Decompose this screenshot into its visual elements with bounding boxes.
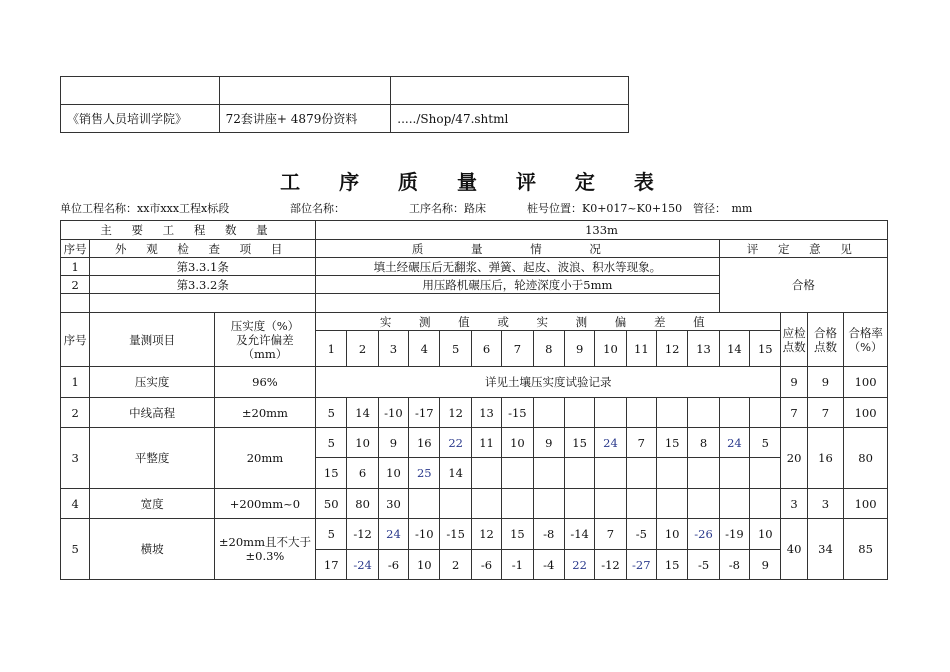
measured-value — [688, 489, 719, 519]
measured-value: 5 — [316, 519, 347, 550]
seq-header: 序号 — [61, 240, 90, 258]
row-check: 9 — [781, 367, 807, 398]
empty-cell — [316, 294, 720, 313]
row-seq: 4 — [61, 489, 90, 519]
column-number: 3 — [378, 331, 408, 367]
column-number: 8 — [533, 331, 564, 367]
column-number: 1 — [316, 331, 347, 367]
quantity-label: 主 要 工 程 数 量 — [61, 221, 316, 240]
measure-item-header: 量测项目 — [90, 313, 214, 367]
measured-value: -12 — [595, 550, 626, 580]
header-line: 点数 — [782, 339, 806, 354]
check-points-header — [781, 313, 807, 367]
station: 桩号位置：K0+017~K0+150 — [527, 202, 683, 215]
tolerance-header-line: 压实度（%） — [230, 318, 300, 333]
measured-value: 14 — [440, 458, 471, 489]
measured-value: 10 — [347, 428, 378, 458]
part-name: 部位名称： — [290, 202, 345, 215]
measured-value — [502, 458, 533, 489]
measured-value: 15 — [657, 428, 688, 458]
pass-points-header — [807, 313, 843, 367]
inspection-desc: 用压路机碾压后，轮迹深度小于5mm — [316, 276, 720, 294]
seq-header: 序号 — [61, 313, 90, 367]
quality-table — [60, 220, 888, 580]
eval-result: 合格 — [719, 258, 887, 313]
row-rate: 100 — [844, 367, 888, 398]
measured-value: 7 — [626, 428, 656, 458]
measured-value: 6 — [347, 458, 378, 489]
tolerance-header — [214, 313, 315, 367]
measured-value: -8 — [719, 550, 749, 580]
row-check: 20 — [781, 428, 807, 489]
header-line: 合格 — [813, 325, 837, 340]
empty-cell — [61, 294, 90, 313]
measured-value: 80 — [347, 489, 378, 519]
column-number: 15 — [750, 331, 781, 367]
measured-value: -27 — [626, 550, 656, 580]
measured-value — [409, 489, 440, 519]
header-line: （%） — [848, 339, 883, 354]
row-seq: 5 — [61, 519, 90, 580]
measured-value: -26 — [688, 519, 719, 550]
column-number: 6 — [471, 331, 501, 367]
measured-value: -24 — [347, 550, 378, 580]
row-pass: 7 — [807, 398, 843, 428]
row-check: 7 — [781, 398, 807, 428]
measured-value — [471, 458, 501, 489]
measured-value: 30 — [378, 489, 408, 519]
header-cell — [391, 77, 629, 105]
measured-value — [564, 398, 594, 428]
pass-rate-header — [844, 313, 888, 367]
measured-value: 5 — [750, 428, 781, 458]
measured-value — [564, 489, 594, 519]
measured-value: 9 — [378, 428, 408, 458]
measured-value: 22 — [440, 428, 471, 458]
page-title: 工 序 质 量 评 定 表 — [280, 170, 670, 194]
measured-value: -17 — [409, 398, 440, 428]
tolerance-line: ±20mm且不大于 — [218, 535, 311, 549]
measured-value: 15 — [502, 519, 533, 550]
measured-value — [688, 458, 719, 489]
measured-value: -5 — [688, 550, 719, 580]
measured-value: -8 — [533, 519, 564, 550]
measured-value: 5 — [316, 398, 347, 428]
measured-value: -6 — [471, 550, 501, 580]
row-pass: 16 — [807, 428, 843, 489]
table-row — [61, 489, 888, 519]
tolerance-header-line: （mm） — [242, 346, 288, 361]
inspection-seq: 2 — [61, 276, 90, 294]
row-rate: 100 — [844, 489, 888, 519]
measured-value: -6 — [378, 550, 408, 580]
row-tolerance: 96% — [214, 367, 315, 398]
row-pass: 9 — [807, 367, 843, 398]
column-number: 13 — [688, 331, 719, 367]
table-row — [61, 398, 888, 428]
measured-value: 7 — [595, 519, 626, 550]
unit-name: 单位工程名称：xx市xxx工程x标段 — [60, 202, 230, 215]
measured-value — [595, 489, 626, 519]
row-item: 宽度 — [90, 489, 214, 519]
measured-value: 9 — [533, 428, 564, 458]
measured-value: 12 — [440, 398, 471, 428]
header-cell — [219, 77, 391, 105]
column-number: 14 — [719, 331, 749, 367]
measured-value — [750, 489, 781, 519]
measured-value: 25 — [409, 458, 440, 489]
measured-value — [533, 398, 564, 428]
row-seq: 3 — [61, 428, 90, 489]
measured-value: -5 — [626, 519, 656, 550]
row-tolerance: ±20mm — [214, 398, 315, 428]
measured-value — [719, 489, 749, 519]
measured-value: 24 — [595, 428, 626, 458]
table-row — [61, 519, 888, 550]
measured-value: 5 — [316, 428, 347, 458]
measured-value: 17 — [316, 550, 347, 580]
measured-value — [595, 398, 626, 428]
empty-cell — [90, 294, 316, 313]
row-pass: 34 — [807, 519, 843, 580]
measured-value: 10 — [750, 519, 781, 550]
measured-value — [719, 398, 749, 428]
column-number: 7 — [502, 331, 533, 367]
measured-value: 12 — [471, 519, 501, 550]
tolerance-header-line: 及允许偏差 — [236, 332, 294, 347]
column-number: 10 — [595, 331, 626, 367]
quantity-value: 133m — [316, 221, 888, 240]
measured-value — [657, 489, 688, 519]
column-number: 5 — [440, 331, 471, 367]
measured-value: 16 — [409, 428, 440, 458]
header-cell — [61, 77, 220, 105]
header-table — [60, 76, 629, 133]
measured-value — [657, 458, 688, 489]
row-check: 40 — [781, 519, 807, 580]
row-note: 详见土壤压实度试验记录 — [316, 367, 781, 398]
eval-header: 评 定 意 见 — [719, 240, 887, 258]
row-pass: 3 — [807, 489, 843, 519]
pipe-diameter: 管径： mm — [693, 202, 753, 215]
measured-value: 9 — [750, 550, 781, 580]
measured-value: -1 — [502, 550, 533, 580]
measured-value: 8 — [688, 428, 719, 458]
measured-value — [440, 489, 471, 519]
measured-value — [626, 398, 656, 428]
measured-value: 10 — [378, 458, 408, 489]
row-seq: 2 — [61, 398, 90, 428]
measured-value: 24 — [719, 428, 749, 458]
measured-value — [595, 458, 626, 489]
measured-value — [533, 489, 564, 519]
measured-value: 13 — [471, 398, 501, 428]
measured-value — [657, 398, 688, 428]
column-number: 11 — [626, 331, 656, 367]
measured-value: 2 — [440, 550, 471, 580]
column-number: 2 — [347, 331, 378, 367]
inspection-seq: 1 — [61, 258, 90, 276]
inspection-item-header: 外 观 检 查 项 目 — [90, 240, 316, 258]
column-number: 4 — [409, 331, 440, 367]
measured-value — [719, 458, 749, 489]
measured-value: -4 — [533, 550, 564, 580]
header-cell: 《销售人员培训学院》 — [61, 105, 220, 133]
measured-value — [502, 489, 533, 519]
measured-value: 22 — [564, 550, 594, 580]
header-line: 点数 — [813, 339, 837, 354]
table-row — [61, 367, 888, 398]
row-item: 中线高程 — [90, 398, 214, 428]
measured-value — [533, 458, 564, 489]
measured-value: -10 — [409, 519, 440, 550]
row-tolerance — [214, 519, 315, 580]
row-rate: 80 — [844, 428, 888, 489]
row-check: 3 — [781, 489, 807, 519]
quality-header: 质 量 情 况 — [316, 240, 720, 258]
measured-value: -15 — [440, 519, 471, 550]
measured-value — [471, 489, 501, 519]
measured-value — [626, 489, 656, 519]
measured-header: 实 测 值 或 实 测 偏 差 值 — [316, 313, 781, 331]
measured-value: -15 — [502, 398, 533, 428]
row-rate: 85 — [844, 519, 888, 580]
measured-value: 24 — [378, 519, 408, 550]
row-item: 横坡 — [90, 519, 214, 580]
measured-value — [750, 458, 781, 489]
measured-value: 10 — [657, 519, 688, 550]
row-tolerance: 20mm — [214, 428, 315, 489]
table-row — [61, 428, 888, 458]
row-tolerance: +200mm~0 — [214, 489, 315, 519]
inspection-desc: 填土经碾压后无翻浆、弹簧、起皮、波浪、积水等现象。 — [316, 258, 720, 276]
measured-value: 11 — [471, 428, 501, 458]
measured-value: 15 — [657, 550, 688, 580]
measured-value: 10 — [502, 428, 533, 458]
header-cell: 72套讲座+ 4879份资料 — [219, 105, 391, 133]
column-number: 12 — [657, 331, 688, 367]
header-line: 应检 — [782, 325, 806, 340]
row-seq: 1 — [61, 367, 90, 398]
row-rate: 100 — [844, 398, 888, 428]
header-cell: ...../Shop/47.shtml — [391, 105, 629, 133]
measured-value: 14 — [347, 398, 378, 428]
measured-value: 15 — [316, 458, 347, 489]
measured-value: -10 — [378, 398, 408, 428]
inspection-item: 第3.3.2条 — [90, 276, 316, 294]
measured-value — [626, 458, 656, 489]
inspection-item: 第3.3.1条 — [90, 258, 316, 276]
measured-value — [688, 398, 719, 428]
measured-value: -14 — [564, 519, 594, 550]
measured-value — [564, 458, 594, 489]
process-name: 工序名称：路床 — [409, 202, 486, 215]
measured-value — [750, 398, 781, 428]
measured-value: -12 — [347, 519, 378, 550]
row-item: 平整度 — [90, 428, 214, 489]
measured-value: 15 — [564, 428, 594, 458]
measured-value: 10 — [409, 550, 440, 580]
header-line: 合格率 — [848, 325, 883, 340]
measured-value: 50 — [316, 489, 347, 519]
row-item: 压实度 — [90, 367, 214, 398]
column-number: 9 — [564, 331, 594, 367]
tolerance-line: ±0.3% — [245, 549, 285, 563]
measured-value: -19 — [719, 519, 749, 550]
